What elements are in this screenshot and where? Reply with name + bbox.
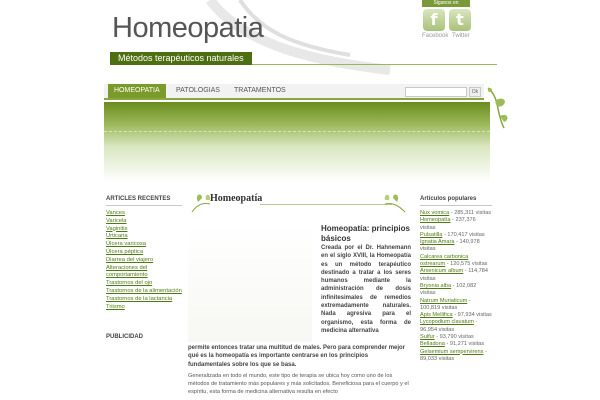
site-tagline: Métodos terapéuticos naturales	[110, 52, 252, 65]
popular-item-link[interactable]: Arsenicum album	[420, 268, 464, 275]
leaf-ornament-icon	[383, 188, 409, 214]
section-title: Homeopatía	[210, 193, 263, 204]
recent-article-link[interactable]: Trastornos de la lactancia	[106, 295, 173, 302]
popular-item-link[interactable]: Sulfur	[420, 334, 435, 341]
popular-item	[420, 349, 492, 364]
recent-article-link[interactable]: Vaginitis	[106, 225, 128, 232]
popular-item-link[interactable]: Apis Mellifica	[420, 312, 453, 319]
tagline-divider	[252, 64, 497, 65]
popular-item	[420, 217, 492, 232]
popular-item-visits: - 102,082 visitas	[420, 282, 477, 297]
popular-item-visits: - 91,271 visitas	[444, 341, 485, 348]
popular-item-visits: - 96,954 visitas	[420, 319, 478, 333]
nav-item-patologias[interactable]: PATOLOGIAS	[176, 87, 220, 94]
popular-item-link[interactable]: Homeopatía	[420, 217, 451, 224]
popular-item-link[interactable]: Pulsatilla	[420, 231, 443, 238]
nav-item-tratamentos[interactable]: TRATAMENTOS	[234, 87, 286, 94]
recent-article-link[interactable]: Diarrea del viajero	[106, 256, 154, 263]
popular-item-link[interactable]: Lycopodium clavatum	[420, 319, 474, 326]
recent-article-link[interactable]: Alteraciones del comportamiento	[106, 264, 148, 279]
popular-item	[420, 283, 492, 298]
popular-item-visits: - 93,790 visitas	[434, 334, 474, 341]
popular-item-visits: - 89,033 visitas	[420, 348, 487, 362]
popular-item	[420, 298, 492, 313]
recent-article-link[interactable]: Triismo	[106, 303, 125, 310]
popular-item-link[interactable]: Nux vomica	[420, 210, 450, 216]
recent-article-link[interactable]: Trastornos de la alimentación	[106, 287, 182, 294]
article-body: Generalizada en todo el mundo, este tipo de terapia se ubica hoy como uno de los métodos de tratamiento más populares y más solicitados. Beneficiosa para el cuerpo y el espíritu, esta forma de medicina alternativa resulta en efecto	[188, 373, 409, 396]
article-lead-continued: permite entonces tratar una multitud de males. Pero para comprender mejor qué es la homeopatía es importante centrarse en los principios fundamentales sobre los que se basa.	[188, 345, 406, 368]
recent-article-link[interactable]: Úlcera péptica	[106, 248, 144, 255]
recent-article-link[interactable]: Varicela	[106, 217, 127, 224]
leaf-ornament-icon	[188, 188, 212, 214]
search-input[interactable]	[405, 87, 467, 97]
popular-item	[420, 312, 492, 319]
nav-item-homeopatia[interactable]: HOMEOPATIA	[108, 84, 166, 98]
popular-item-visits: - 285,311 visitas	[449, 210, 492, 216]
site-header	[0, 0, 600, 80]
article-title[interactable]: Homeopatía: principios básicos	[321, 224, 410, 243]
popular-item-link[interactable]: Calcarea carbonica ostrearum	[420, 253, 469, 268]
popular-item	[420, 268, 492, 283]
site-title[interactable]: Homeopatia	[112, 12, 264, 44]
popular-item-link[interactable]: Belladona	[420, 341, 445, 348]
facebook-icon[interactable]: f	[423, 9, 445, 31]
popular-item-visits: - 237,376 visitas	[420, 217, 476, 231]
banner-stitch	[104, 102, 490, 132]
recent-article-link[interactable]: Trastornos del ojo	[106, 280, 153, 287]
section-divider	[260, 204, 392, 205]
popular-item-link[interactable]: Ignatia Amara	[420, 239, 455, 246]
popular-item-visits: - 100,819 visitas	[420, 297, 471, 311]
popular-item	[420, 210, 492, 217]
social-label: Siganos en	[422, 0, 470, 7]
search-button[interactable]: Ok	[469, 87, 481, 97]
vine-ornament-icon	[482, 78, 512, 138]
popular-articles-title: Artículos populares	[420, 196, 477, 202]
popular-item-link[interactable]: Natrum Muriaticum	[420, 297, 468, 304]
popular-item-visits: - 120,575 visitas	[445, 261, 488, 268]
recent-article-link[interactable]: Urticaria	[106, 233, 128, 240]
publicidad-title: PUBLICIDAD	[106, 334, 143, 340]
recent-article-link[interactable]: Úlcera varicosa	[106, 241, 146, 248]
divider	[420, 205, 492, 206]
article-image	[188, 224, 312, 342]
popular-item	[420, 254, 492, 269]
popular-item	[420, 319, 492, 334]
popular-item	[420, 232, 492, 239]
recent-articles	[106, 196, 182, 311]
divider	[106, 205, 182, 206]
twitter-caption[interactable]: Twitter	[452, 33, 470, 39]
popular-item-link[interactable]: Bryonia alba	[420, 282, 452, 289]
popular-item	[420, 334, 492, 341]
popular-item-visits: - 170,417 visitas	[442, 231, 485, 238]
recent-articles-title: ARTICLES RECENTES	[106, 196, 171, 202]
popular-item	[420, 239, 492, 254]
popular-item-link[interactable]: Gelsemium sempervirens	[420, 348, 484, 355]
twitter-icon[interactable]: t	[449, 9, 471, 31]
popular-item	[420, 341, 492, 348]
popular-item-visits: - 140,978 visitas	[420, 239, 480, 253]
article-lead: Creada por el Dr. Hahnemann en el siglo XVIII, la Homeopatía es un método terapéutico destinado a tratar a los seres humanos mediante la administración de dosis infinitesimales de remedios extremadamente naturales. Nada agresiva para el organismo, esta forma de medicina alternativa	[321, 245, 411, 334]
popular-articles	[420, 196, 492, 363]
popular-item-visits: - 114,784 visitas	[420, 268, 488, 282]
recent-article-link[interactable]: Vances	[106, 210, 125, 216]
popular-item-visits: - 97,934 visitas	[452, 312, 492, 319]
facebook-caption[interactable]: Facebook	[422, 33, 449, 39]
